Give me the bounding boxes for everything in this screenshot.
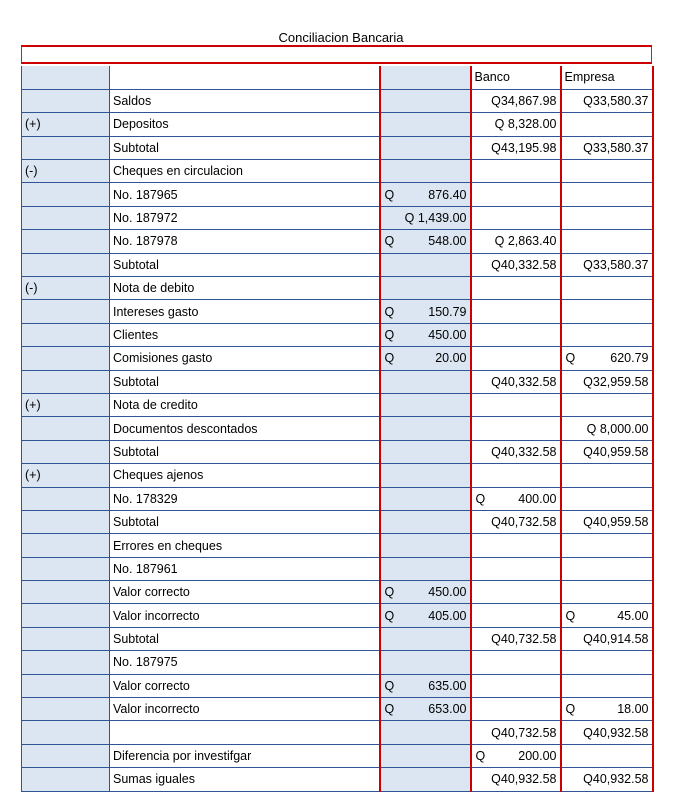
sign-cell[interactable] [22,347,110,370]
banco-cell[interactable] [471,768,561,791]
banco-cell[interactable] [471,89,561,112]
empresa-cell[interactable] [561,604,653,627]
currency-symbol: Q [384,585,395,600]
banco-cell[interactable] [471,534,561,557]
sign-cell[interactable] [22,300,110,323]
banco-cell[interactable] [471,300,561,323]
banco-cell[interactable] [471,581,561,604]
sign-cell[interactable] [22,744,110,767]
amount-number: 450.00 [428,327,467,342]
amount-value [384,305,467,319]
description-cell[interactable]: Saldos [110,89,380,112]
description-cell[interactable] [110,66,380,89]
detail-amount-cell[interactable] [380,300,471,323]
table-row [22,604,653,627]
banco-cell[interactable] [471,277,561,300]
amount-value: Q33,580.37 [583,257,649,272]
currency-symbol: Q [565,608,576,623]
sign-cell[interactable] [22,581,110,604]
amount-value: Q34,867.98 [491,94,557,109]
detail-amount-cell[interactable] [380,440,471,463]
empresa-cell[interactable] [561,627,653,650]
table-row [22,300,653,323]
amount-number: 400.00 [518,491,557,506]
sign-cell[interactable] [22,698,110,721]
table-row [22,440,653,463]
currency-symbol: Q [384,234,395,249]
amount-value: Q40,332.58 [491,374,557,389]
currency-symbol: Q [384,187,395,202]
empresa-cell[interactable] [561,581,653,604]
empresa-cell[interactable] [561,487,653,510]
sign-cell[interactable]: (-) [22,160,110,183]
sign-cell[interactable] [22,721,110,744]
empresa-cell[interactable]: Empresa [561,66,653,89]
table-row [22,557,653,580]
banco-cell[interactable] [471,393,561,416]
sign-cell[interactable] [22,487,110,510]
empresa-cell[interactable] [561,347,653,370]
amount-value [384,609,467,623]
amount-value: Q40,959.58 [583,515,649,530]
table-row [22,581,653,604]
table-row [22,89,653,112]
sign-cell[interactable] [22,627,110,650]
amount-value [475,749,557,763]
reconciliation-table [21,66,654,792]
banco-cell[interactable] [471,230,561,253]
currency-symbol: Q [384,702,395,717]
table-row [22,721,653,744]
empresa-cell[interactable] [561,253,653,276]
currency-symbol: Q [565,702,576,717]
currency-symbol: Q [384,351,395,366]
detail-amount-cell[interactable] [380,347,471,370]
description-cell[interactable]: Subtotal [110,136,380,159]
description-cell[interactable]: Diferencia por investifgar [110,744,380,767]
description-cell[interactable]: Nota de debito [110,277,380,300]
amount-number: 635.00 [428,678,467,693]
amount-number: 150.79 [428,304,467,319]
description-cell[interactable]: Valor incorrecto [110,698,380,721]
description-cell[interactable]: Subtotal [110,370,380,393]
sign-cell[interactable]: (+) [22,393,110,416]
empresa-cell[interactable] [561,534,653,557]
sign-cell[interactable] [22,510,110,533]
table-row [22,464,653,487]
banco-cell[interactable] [471,136,561,159]
empresa-cell[interactable] [561,323,653,346]
detail-amount-cell[interactable] [380,534,471,557]
empresa-cell[interactable] [561,721,653,744]
amount-value: Q32,959.58 [583,374,649,389]
banco-cell[interactable] [471,253,561,276]
detail-amount-cell[interactable] [380,89,471,112]
sign-cell[interactable] [22,253,110,276]
currency-symbol: Q [475,749,486,764]
detail-amount-cell[interactable] [380,721,471,744]
description-cell[interactable]: Cheques en circulacion [110,160,380,183]
detail-amount-cell[interactable] [380,206,471,229]
detail-amount-cell[interactable] [380,487,471,510]
banco-cell[interactable]: Banco [471,66,561,89]
amount-value: Q40,732.58 [491,725,557,740]
table-row [22,136,653,159]
description-cell[interactable]: No. 187975 [110,651,380,674]
sign-cell[interactable] [22,534,110,557]
amount-value: Q40,914.58 [583,632,649,647]
description-cell[interactable]: Subtotal [110,627,380,650]
empresa-cell[interactable] [561,510,653,533]
empresa-cell[interactable] [561,160,653,183]
detail-amount-cell[interactable] [380,581,471,604]
sign-cell[interactable] [22,768,110,791]
banco-cell[interactable] [471,160,561,183]
sign-cell[interactable] [22,557,110,580]
amount-value: Q 2,863.40 [494,234,557,249]
amount-value: Q33,580.37 [583,140,649,155]
banco-cell[interactable] [471,347,561,370]
amount-number: 620.79 [610,351,649,366]
description-cell[interactable]: No. 178329 [110,487,380,510]
table-row [22,534,653,557]
amount-value: Q40,732.58 [491,632,557,647]
empresa-cell[interactable] [561,206,653,229]
sign-cell[interactable] [22,651,110,674]
amount-value [565,702,649,716]
empresa-cell[interactable] [561,440,653,463]
detail-amount-cell[interactable] [380,277,471,300]
banco-cell[interactable] [471,183,561,206]
table-row [22,160,653,183]
banco-cell[interactable] [471,206,561,229]
sign-cell[interactable] [22,89,110,112]
description-cell[interactable]: Intereses gasto [110,300,380,323]
banco-cell[interactable] [471,744,561,767]
sheet-title: Conciliacion Bancaria [278,30,404,45]
empresa-cell[interactable] [561,113,653,136]
table-row [22,206,653,229]
sign-cell[interactable] [22,136,110,159]
empresa-cell[interactable] [561,698,653,721]
detail-amount-cell[interactable] [380,183,471,206]
table-row [22,347,653,370]
detail-amount-cell[interactable] [380,253,471,276]
description-cell[interactable]: Cheques ajenos [110,464,380,487]
table-row [22,651,653,674]
amount-value: Q40,932.58 [583,772,649,787]
sign-cell[interactable] [22,66,110,89]
banco-cell[interactable] [471,464,561,487]
empresa-cell[interactable] [561,557,653,580]
empresa-cell[interactable] [561,89,653,112]
table-row [22,487,653,510]
empresa-cell[interactable] [561,417,653,440]
description-cell[interactable]: Comisiones gasto [110,347,380,370]
currency-symbol: Q [384,327,395,342]
description-cell[interactable]: Nota de credito [110,393,380,416]
banco-cell[interactable] [471,627,561,650]
description-cell[interactable]: Subtotal [110,440,380,463]
banco-cell[interactable] [471,370,561,393]
currency-symbol: Q [384,304,395,319]
amount-value: Q43,195.98 [491,140,557,155]
amount-value [565,609,649,623]
amount-value [384,351,467,365]
currency-symbol: Q [384,608,395,623]
detail-amount-cell[interactable] [380,160,471,183]
amount-value [384,188,467,202]
amount-value: Q 1,439.00 [404,211,467,226]
currency-symbol: Q [384,678,395,693]
description-cell[interactable]: Subtotal [110,253,380,276]
amount-value: Q33,580.37 [583,94,649,109]
amount-value: Q 8,000.00 [586,421,649,436]
empresa-cell[interactable] [561,464,653,487]
detail-amount-cell[interactable] [380,674,471,697]
sign-cell[interactable] [22,370,110,393]
detail-amount-cell[interactable] [380,627,471,650]
amount-number: 20.00 [435,351,467,366]
empresa-cell[interactable] [561,768,653,791]
amount-number: 45.00 [617,608,649,623]
amount-number: 405.00 [428,608,467,623]
amount-value [384,328,467,342]
empresa-cell[interactable] [561,744,653,767]
table-row [22,744,653,767]
description-cell[interactable]: Valor incorrecto [110,604,380,627]
empresa-cell[interactable] [561,183,653,206]
sign-cell[interactable] [22,417,110,440]
detail-amount-cell[interactable] [380,464,471,487]
empresa-cell[interactable] [561,136,653,159]
description-cell[interactable]: Valor correcto [110,674,380,697]
banco-cell[interactable] [471,674,561,697]
table-row [22,674,653,697]
table-row [22,417,653,440]
banco-cell[interactable] [471,557,561,580]
detail-amount-cell[interactable] [380,230,471,253]
banco-cell[interactable] [471,417,561,440]
empresa-cell[interactable] [561,370,653,393]
sign-cell[interactable] [22,206,110,229]
amount-value: Q40,332.58 [491,444,557,459]
table-row [22,698,653,721]
empresa-cell[interactable] [561,393,653,416]
detail-amount-cell[interactable] [380,66,471,89]
banco-cell[interactable] [471,510,561,533]
detail-amount-cell[interactable] [380,651,471,674]
table-row [22,66,653,89]
banco-cell[interactable] [471,698,561,721]
banco-cell[interactable] [471,113,561,136]
sign-cell[interactable] [22,674,110,697]
amount-number: 653.00 [428,702,467,717]
description-cell[interactable]: Sumas iguales [110,768,380,791]
amount-value: Q40,332.58 [491,257,557,272]
sign-cell[interactable] [22,230,110,253]
description-cell[interactable]: Subtotal [110,510,380,533]
table-row [22,323,653,346]
detail-amount-cell[interactable] [380,393,471,416]
table-row [22,627,653,650]
amount-value: Q40,932.58 [491,772,557,787]
banco-cell[interactable] [471,721,561,744]
table-row [22,230,653,253]
table-row [22,183,653,206]
amount-value [384,679,467,693]
amount-value: Q40,932.58 [583,725,649,740]
empresa-cell[interactable] [561,277,653,300]
banco-cell[interactable] [471,651,561,674]
table-row [22,370,653,393]
detail-amount-cell[interactable] [380,698,471,721]
amount-value: Q40,732.58 [491,515,557,530]
detail-amount-cell[interactable] [380,744,471,767]
description-cell[interactable]: Valor correcto [110,581,380,604]
table-row [22,277,653,300]
detail-amount-cell[interactable] [380,323,471,346]
detail-amount-cell[interactable] [380,136,471,159]
empresa-cell[interactable] [561,674,653,697]
sign-cell[interactable] [22,323,110,346]
banco-cell[interactable] [471,487,561,510]
description-cell[interactable]: Documentos descontados [110,417,380,440]
table-row [22,768,653,791]
banco-cell[interactable] [471,323,561,346]
amount-value [384,702,467,716]
sign-cell[interactable]: (+) [22,464,110,487]
amount-value [565,351,649,365]
detail-amount-cell[interactable] [380,113,471,136]
currency-symbol: Q [475,491,486,506]
banco-cell[interactable] [471,440,561,463]
description-cell[interactable]: Errores en cheques [110,534,380,557]
amount-number: 450.00 [428,585,467,600]
amount-value [384,585,467,599]
amount-number: 200.00 [518,749,557,764]
amount-number: 548.00 [428,234,467,249]
description-cell[interactable]: No. 187972 [110,206,380,229]
sign-cell[interactable]: (+) [22,113,110,136]
description-cell[interactable]: Clientes [110,323,380,346]
banco-cell[interactable] [471,604,561,627]
title-banner-row [21,45,652,64]
amount-value: Q 8,328.00 [494,117,557,132]
amount-number: 876.40 [428,187,467,202]
detail-amount-cell[interactable] [380,510,471,533]
sign-cell[interactable] [22,604,110,627]
table-row [22,253,653,276]
detail-amount-cell[interactable] [380,604,471,627]
description-cell[interactable]: Depositos [110,113,380,136]
description-cell[interactable] [110,721,380,744]
sign-cell[interactable] [22,440,110,463]
table-row [22,113,653,136]
detail-amount-cell[interactable] [380,417,471,440]
table-row [22,510,653,533]
sign-cell[interactable] [22,183,110,206]
empresa-cell[interactable] [561,651,653,674]
amount-number: 18.00 [617,702,649,717]
detail-amount-cell[interactable] [380,557,471,580]
sign-cell[interactable]: (-) [22,277,110,300]
description-cell[interactable]: No. 187965 [110,183,380,206]
currency-symbol: Q [565,351,576,366]
description-cell[interactable]: No. 187978 [110,230,380,253]
detail-amount-cell[interactable] [380,768,471,791]
amount-value [475,492,557,506]
empresa-cell[interactable] [561,300,653,323]
empresa-cell[interactable] [561,230,653,253]
detail-amount-cell[interactable] [380,370,471,393]
table-row [22,393,653,416]
amount-value: Q40,959.58 [583,444,649,459]
amount-value [384,234,467,248]
description-cell[interactable]: No. 187961 [110,557,380,580]
